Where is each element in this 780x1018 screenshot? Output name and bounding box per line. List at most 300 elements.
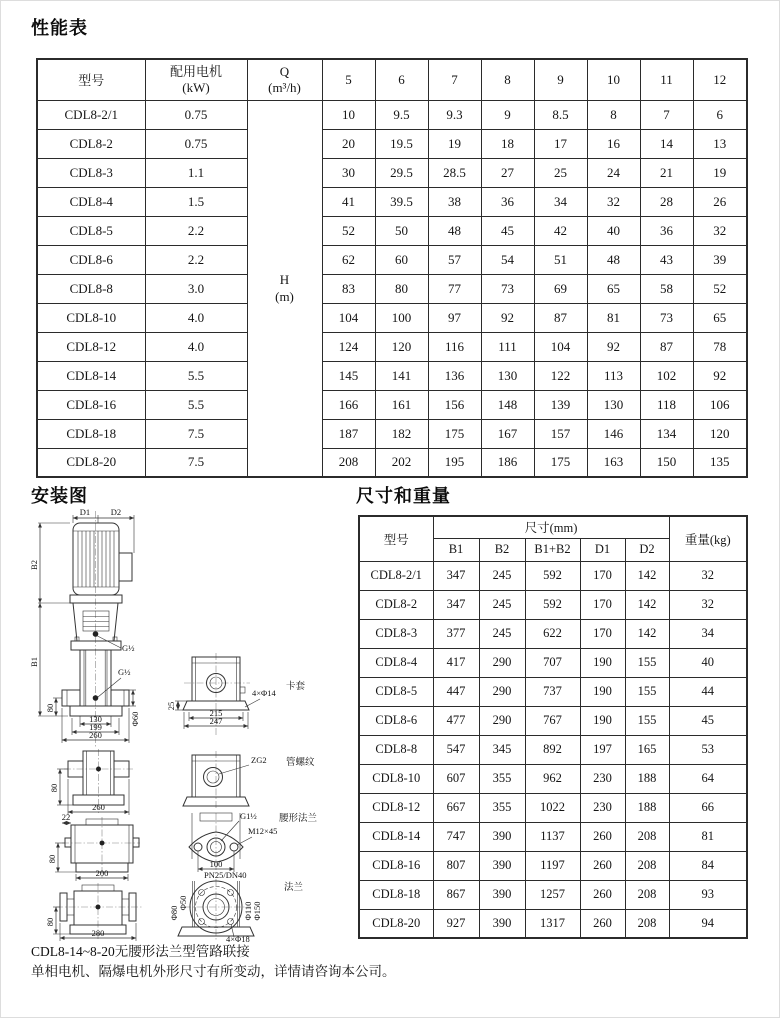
value-cell: 260 <box>580 851 625 880</box>
table-row <box>37 100 747 129</box>
col-header-q10: 10 <box>587 59 640 100</box>
value-cell: 245 <box>479 619 525 648</box>
value-cell: 36 <box>481 187 534 216</box>
value-cell: 50 <box>375 216 428 245</box>
dim-phi80: Φ80 <box>169 905 179 921</box>
value-cell: 190 <box>580 706 625 735</box>
value-cell: 41 <box>322 187 375 216</box>
table-row <box>359 764 747 793</box>
value-cell: 155 <box>625 648 669 677</box>
value-cell: 1.5 <box>145 187 247 216</box>
value-cell: 867 <box>433 880 479 909</box>
value-cell: 208 <box>625 909 669 938</box>
value-cell: 124 <box>322 332 375 361</box>
value-cell: 175 <box>534 448 587 477</box>
value-cell: 87 <box>534 303 587 332</box>
value-cell: 170 <box>580 561 625 590</box>
value-cell: 7.5 <box>145 419 247 448</box>
value-cell: 130 <box>587 390 640 419</box>
g1half-label: G1½ <box>240 811 257 821</box>
model-cell: CDL8-2 <box>359 590 433 619</box>
table-row <box>359 909 747 938</box>
model-cell: CDL8-12 <box>359 793 433 822</box>
value-cell: 230 <box>580 764 625 793</box>
value-cell: 62 <box>322 245 375 274</box>
value-cell: 53 <box>669 735 747 764</box>
value-cell: 155 <box>625 677 669 706</box>
port-g-half-label-1: G½ <box>122 643 135 653</box>
value-cell: 290 <box>479 706 525 735</box>
dims-col-size-group: 尺寸(mm) <box>433 516 669 538</box>
value-cell: 737 <box>525 677 580 706</box>
pump-front-view <box>29 507 140 747</box>
value-cell: 43 <box>640 245 693 274</box>
model-cell: CDL8-2/1 <box>37 100 145 129</box>
dim-199: 199 <box>89 722 102 732</box>
value-cell: 707 <box>525 648 580 677</box>
value-cell: 4.0 <box>145 332 247 361</box>
value-cell: 81 <box>587 303 640 332</box>
value-cell: 57 <box>428 245 481 274</box>
value-cell: 767 <box>525 706 580 735</box>
performance-section-title: 性能表 <box>31 18 88 38</box>
dims-col-b2: B2 <box>479 538 525 561</box>
value-cell: 92 <box>481 303 534 332</box>
value-cell: 32 <box>693 216 747 245</box>
value-cell: 347 <box>433 561 479 590</box>
dim-215: 215 <box>209 708 223 718</box>
model-cell: CDL8-18 <box>359 880 433 909</box>
table-row <box>359 648 747 677</box>
value-cell: 27 <box>481 158 534 187</box>
table-row <box>37 274 747 303</box>
dim-80-d: 80 <box>45 917 55 927</box>
value-cell: 7.5 <box>145 448 247 477</box>
waist-flange-label: 腰形法兰 <box>279 813 318 824</box>
install-diagram <box>26 507 356 942</box>
value-cell: 4.0 <box>145 303 247 332</box>
value-cell: 18 <box>481 129 534 158</box>
value-cell: 547 <box>433 735 479 764</box>
table-row <box>37 187 747 216</box>
dim-80-c: 80 <box>47 854 57 864</box>
value-cell: 73 <box>640 303 693 332</box>
value-cell: 290 <box>479 677 525 706</box>
value-cell: 30 <box>322 158 375 187</box>
value-cell: 1257 <box>525 880 580 909</box>
value-cell: 377 <box>433 619 479 648</box>
col-header-q11: 11 <box>640 59 693 100</box>
model-cell: CDL8-4 <box>37 187 145 216</box>
value-cell: 13 <box>693 129 747 158</box>
model-cell: CDL8-20 <box>359 909 433 938</box>
value-cell: 892 <box>525 735 580 764</box>
discharge-port <box>111 690 129 706</box>
value-cell: 19 <box>428 129 481 158</box>
value-cell: 64 <box>669 764 747 793</box>
value-cell: 161 <box>375 390 428 419</box>
value-cell: 0.75 <box>145 129 247 158</box>
value-cell: 65 <box>587 274 640 303</box>
table-row <box>359 735 747 764</box>
value-cell: 202 <box>375 448 428 477</box>
value-cell: 130 <box>481 361 534 390</box>
value-cell: 38 <box>428 187 481 216</box>
m12-label: M12×45 <box>248 826 278 836</box>
table-row <box>359 590 747 619</box>
install-section-title: 安装图 <box>31 486 88 506</box>
value-cell: 163 <box>587 448 640 477</box>
model-cell: CDL8-14 <box>359 822 433 851</box>
pipe-thread-connection-view <box>183 751 315 809</box>
value-cell: 60 <box>375 245 428 274</box>
table-row <box>359 851 747 880</box>
value-cell: 145 <box>322 361 375 390</box>
perf-header-row <box>37 59 747 100</box>
value-cell: 607 <box>433 764 479 793</box>
value-cell: 40 <box>587 216 640 245</box>
value-cell: 81 <box>669 822 747 851</box>
value-cell: 9 <box>481 100 534 129</box>
value-cell: 73 <box>481 274 534 303</box>
value-cell: 87 <box>640 332 693 361</box>
value-cell: 208 <box>322 448 375 477</box>
suction-port <box>62 690 80 706</box>
dims-header-row-1 <box>359 516 747 538</box>
value-cell: 190 <box>580 648 625 677</box>
value-cell: 2.2 <box>145 216 247 245</box>
value-cell: 17 <box>534 129 587 158</box>
value-cell: 141 <box>375 361 428 390</box>
model-cell: CDL8-5 <box>359 677 433 706</box>
dim-280: 280 <box>91 928 105 938</box>
dims-section-title: 尺寸和重量 <box>356 486 451 506</box>
value-cell: 447 <box>433 677 479 706</box>
value-cell: 170 <box>580 590 625 619</box>
value-cell: 417 <box>433 648 479 677</box>
value-cell: 188 <box>625 793 669 822</box>
value-cell: 6 <box>693 100 747 129</box>
value-cell: 111 <box>481 332 534 361</box>
value-cell: 45 <box>481 216 534 245</box>
value-cell: 52 <box>322 216 375 245</box>
value-cell: 142 <box>625 561 669 590</box>
value-cell: 148 <box>481 390 534 419</box>
model-cell: CDL8-20 <box>37 448 145 477</box>
pn25-dn40-label: PN25/DN40 <box>204 870 247 880</box>
flange-label: 法兰 <box>284 882 304 893</box>
dim-b1-label: B1 <box>29 657 39 667</box>
value-cell: 190 <box>580 677 625 706</box>
col-header-q12: 12 <box>693 59 747 100</box>
dim-phi50: Φ50 <box>178 895 188 911</box>
dim-d1-label: D1 <box>79 507 91 517</box>
value-cell: 52 <box>693 274 747 303</box>
value-cell: 102 <box>640 361 693 390</box>
pump-lower-view-ferrule <box>49 749 133 815</box>
value-cell: 51 <box>534 245 587 274</box>
col-header-flow: Q (m³/h) <box>247 59 322 100</box>
dims-col-weight: 重量(kg) <box>669 516 747 561</box>
value-cell: 1317 <box>525 909 580 938</box>
value-cell: 390 <box>479 880 525 909</box>
value-cell: 21 <box>640 158 693 187</box>
model-cell: CDL8-6 <box>359 706 433 735</box>
value-cell: 29.5 <box>375 158 428 187</box>
dim-260-b: 260 <box>92 802 105 812</box>
value-cell: 106 <box>693 390 747 419</box>
value-cell: 34 <box>534 187 587 216</box>
value-cell: 195 <box>428 448 481 477</box>
value-cell: 182 <box>375 419 428 448</box>
value-cell: 25 <box>534 158 587 187</box>
value-cell: 97 <box>428 303 481 332</box>
value-cell: 355 <box>479 793 525 822</box>
value-cell: 186 <box>481 448 534 477</box>
value-cell: 39.5 <box>375 187 428 216</box>
value-cell: 20 <box>322 129 375 158</box>
value-cell: 26 <box>693 187 747 216</box>
col-header-q8: 8 <box>481 59 534 100</box>
value-cell: 9.3 <box>428 100 481 129</box>
table-row <box>359 793 747 822</box>
dim-4xphi14: 4×Φ14 <box>252 688 276 698</box>
value-cell: 208 <box>625 822 669 851</box>
value-cell: 5.5 <box>145 361 247 390</box>
model-cell: CDL8-5 <box>37 216 145 245</box>
value-cell: 58 <box>640 274 693 303</box>
value-cell: 8 <box>587 100 640 129</box>
value-cell: 592 <box>525 590 580 619</box>
footnote-line-2: 单相电机、隔爆电机外形尺寸有所变动，详情请咨询本公司。 <box>31 964 396 980</box>
value-cell: 65 <box>693 303 747 332</box>
value-cell: 156 <box>428 390 481 419</box>
pump-lower-view-thread <box>47 812 140 881</box>
priming-plug <box>93 631 99 637</box>
terminal-box <box>119 553 132 581</box>
value-cell: 48 <box>428 216 481 245</box>
value-cell: 3.0 <box>145 274 247 303</box>
value-cell: 170 <box>580 619 625 648</box>
table-row <box>359 706 747 735</box>
table-row <box>37 216 747 245</box>
value-cell: 175 <box>428 419 481 448</box>
dim-d2-label: D2 <box>110 507 122 517</box>
table-row <box>359 561 747 590</box>
dim-phi60: Φ60 <box>130 711 140 727</box>
value-cell: 32 <box>669 590 747 619</box>
value-cell: 260 <box>580 880 625 909</box>
value-cell: 245 <box>479 590 525 619</box>
model-cell: CDL8-3 <box>37 158 145 187</box>
motor-fins <box>78 531 114 587</box>
value-cell: 347 <box>433 590 479 619</box>
dim-130: 130 <box>89 714 102 724</box>
value-cell: 10 <box>322 100 375 129</box>
col-header-q5: 5 <box>322 59 375 100</box>
value-cell: 157 <box>534 419 587 448</box>
value-cell: 92 <box>693 361 747 390</box>
value-cell: 48 <box>587 245 640 274</box>
value-cell: 36 <box>640 216 693 245</box>
value-cell: 40 <box>669 648 747 677</box>
dim-phi110: Φ110 <box>243 901 253 921</box>
value-cell: 77 <box>428 274 481 303</box>
drain-plug <box>93 695 99 701</box>
col-header-motor: 配用电机 (kW) <box>145 59 247 100</box>
value-cell: 142 <box>625 619 669 648</box>
value-cell: 927 <box>433 909 479 938</box>
value-cell: 39 <box>693 245 747 274</box>
value-cell: 8.5 <box>534 100 587 129</box>
pipe-thread-label: 管螺纹 <box>286 757 315 768</box>
value-cell: 19.5 <box>375 129 428 158</box>
value-cell: 139 <box>534 390 587 419</box>
model-cell: CDL8-6 <box>37 245 145 274</box>
model-cell: CDL8-3 <box>359 619 433 648</box>
value-cell: 187 <box>322 419 375 448</box>
table-row <box>37 158 747 187</box>
value-cell: 667 <box>433 793 479 822</box>
dim-80-main: 80 <box>45 703 55 713</box>
dim-80-b: 80 <box>49 783 59 793</box>
dim-phi150: Φ150 <box>252 901 262 921</box>
table-row <box>37 303 747 332</box>
dim-100: 100 <box>209 859 223 869</box>
model-cell: CDL8-10 <box>359 764 433 793</box>
model-cell: CDL8-10 <box>37 303 145 332</box>
table-row <box>359 677 747 706</box>
table-row <box>359 822 747 851</box>
value-cell: 167 <box>481 419 534 448</box>
value-cell: 120 <box>375 332 428 361</box>
value-cell: 962 <box>525 764 580 793</box>
value-cell: 807 <box>433 851 479 880</box>
value-cell: 197 <box>580 735 625 764</box>
dims-col-model: 型号 <box>359 516 433 561</box>
value-cell: 28 <box>640 187 693 216</box>
dims-col-d2: D2 <box>625 538 669 561</box>
value-cell: 93 <box>669 880 747 909</box>
value-cell: 592 <box>525 561 580 590</box>
model-cell: CDL8-2/1 <box>359 561 433 590</box>
table-row <box>37 245 747 274</box>
value-cell: 32 <box>669 561 747 590</box>
value-cell: 24 <box>587 158 640 187</box>
value-cell: 134 <box>640 419 693 448</box>
model-cell: CDL8-2 <box>37 129 145 158</box>
col-header-q7: 7 <box>428 59 481 100</box>
value-cell: 104 <box>534 332 587 361</box>
model-cell: CDL8-12 <box>37 332 145 361</box>
value-cell: 0.75 <box>145 100 247 129</box>
value-cell: 116 <box>428 332 481 361</box>
value-cell: 150 <box>640 448 693 477</box>
table-row <box>37 332 747 361</box>
value-cell: 290 <box>479 648 525 677</box>
dim-260-main: 260 <box>89 730 102 740</box>
value-cell: 390 <box>479 851 525 880</box>
dim-25: 25 <box>166 701 176 711</box>
dim-200: 200 <box>95 868 109 878</box>
value-cell: 135 <box>693 448 747 477</box>
value-cell: 92 <box>587 332 640 361</box>
value-cell: 390 <box>479 822 525 851</box>
value-cell: 44 <box>669 677 747 706</box>
value-cell: 32 <box>587 187 640 216</box>
performance-table <box>36 58 748 478</box>
value-cell: 28.5 <box>428 158 481 187</box>
value-cell: 7 <box>640 100 693 129</box>
value-cell: 120 <box>693 419 747 448</box>
table-row <box>37 390 747 419</box>
footnotes <box>31 942 396 983</box>
table-row <box>37 361 747 390</box>
value-cell: 54 <box>481 245 534 274</box>
value-cell: 16 <box>587 129 640 158</box>
value-cell: 1.1 <box>145 158 247 187</box>
value-cell: 345 <box>479 735 525 764</box>
value-cell: 94 <box>669 909 747 938</box>
value-cell: 19 <box>693 158 747 187</box>
value-cell: 1137 <box>525 822 580 851</box>
value-cell: 260 <box>580 822 625 851</box>
value-cell: 245 <box>479 561 525 590</box>
value-cell: 1197 <box>525 851 580 880</box>
table-row <box>37 448 747 477</box>
dim-22: 22 <box>61 812 71 822</box>
col-header-q6: 6 <box>375 59 428 100</box>
value-cell: 622 <box>525 619 580 648</box>
value-cell: 2.2 <box>145 245 247 274</box>
footnote-line-1: CDL8-14~8-20无腰形法兰型管路联接 <box>31 944 250 959</box>
value-cell: 42 <box>534 216 587 245</box>
value-cell: 355 <box>479 764 525 793</box>
port-g-half-label-2: G½ <box>118 667 131 677</box>
value-cell: 230 <box>580 793 625 822</box>
value-cell: 34 <box>669 619 747 648</box>
dim-247: 247 <box>209 716 223 726</box>
model-cell: CDL8-4 <box>359 648 433 677</box>
dim-4xphi18: 4×Φ18 <box>226 934 250 942</box>
value-cell: 14 <box>640 129 693 158</box>
model-cell: CDL8-8 <box>359 735 433 764</box>
value-cell: 66 <box>669 793 747 822</box>
model-cell: CDL8-16 <box>359 851 433 880</box>
flange-view <box>169 870 304 942</box>
model-cell: CDL8-14 <box>37 361 145 390</box>
pump-lower-view-flanged <box>45 883 142 941</box>
value-cell: 5.5 <box>145 390 247 419</box>
value-cell: 165 <box>625 735 669 764</box>
value-cell: 136 <box>428 361 481 390</box>
value-cell: 155 <box>625 706 669 735</box>
value-cell: 166 <box>322 390 375 419</box>
dim-b2-label: B2 <box>29 560 39 570</box>
value-cell: 83 <box>322 274 375 303</box>
table-row <box>359 880 747 909</box>
ferrule-connection-view <box>166 653 306 735</box>
value-cell: 118 <box>640 390 693 419</box>
model-cell: CDL8-8 <box>37 274 145 303</box>
value-cell: 390 <box>479 909 525 938</box>
table-row <box>359 619 747 648</box>
waist-flange-view <box>189 811 318 875</box>
value-cell: 100 <box>375 303 428 332</box>
dims-col-b1b2: B1+B2 <box>525 538 580 561</box>
table-row <box>37 129 747 158</box>
value-cell: 84 <box>669 851 747 880</box>
